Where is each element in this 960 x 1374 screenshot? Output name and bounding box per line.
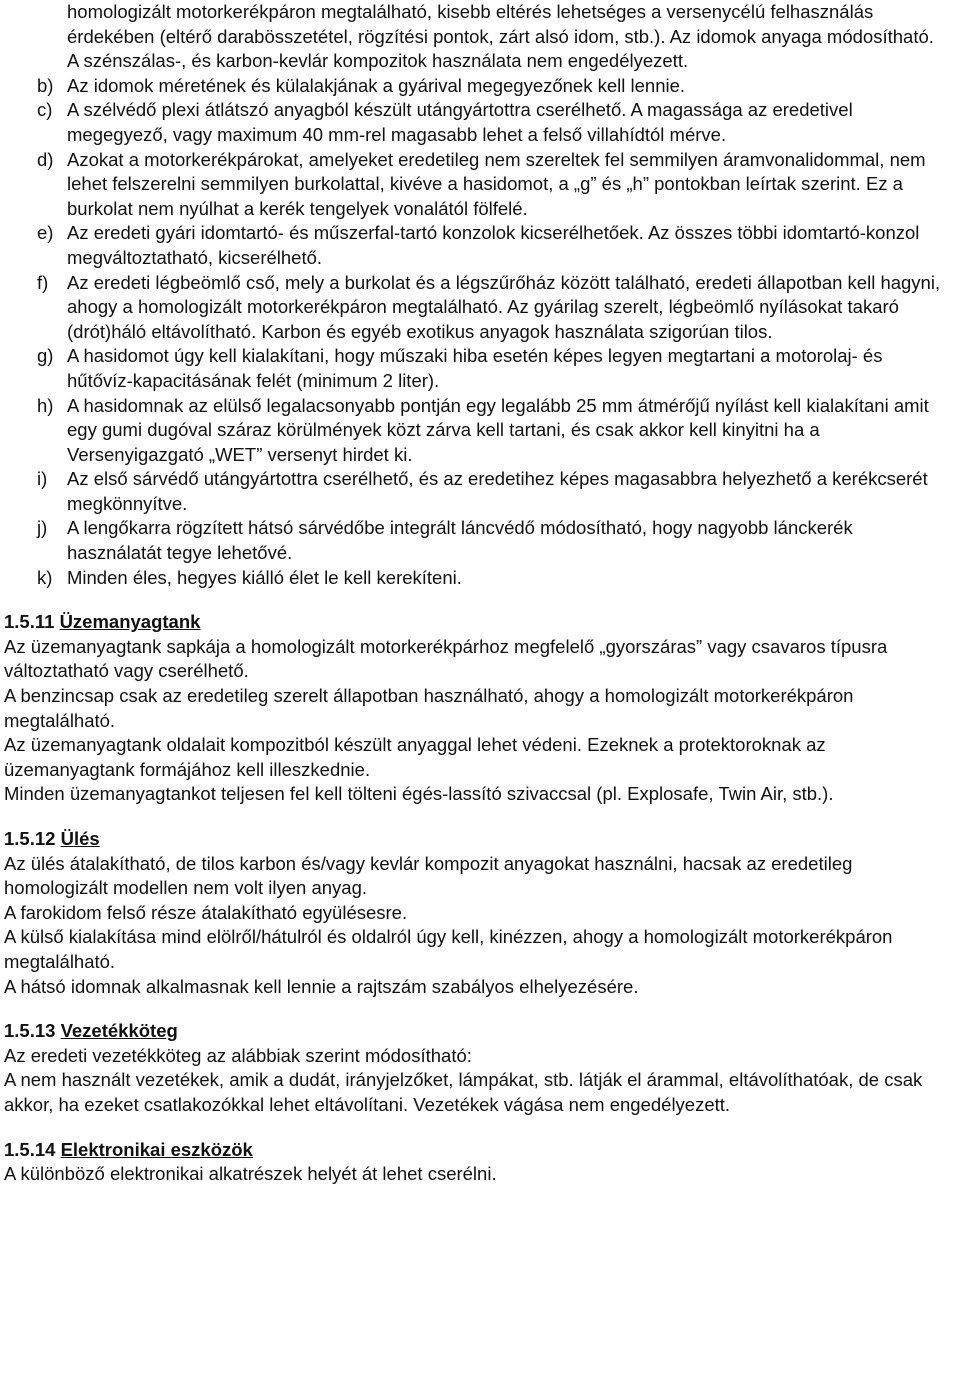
section-paragraph: A külső kialakítása mind elölről/hátulról és oldalról úgy kell, kinézzen, ahogy a homologizált motorkerékpáron megtalálható.	[4, 926, 893, 972]
section-paragraph: Az eredeti vezetékköteg az alábbiak szerint módosítható:	[4, 1044, 472, 1066]
intro-continuation: homologizált motorkerékpáron megtalálható, kisebb eltérés lehetséges a versenycélú felhasználás érdekében (eltérő darabösszetétel, rögzítési pontok, zárt alsó idom, stb.). Az idomok anyaga módosítható. A szénszálas-, és karbon-kevlár kompozitok használata nem engedélyezett.	[67, 1, 934, 72]
section-paragraph: A nem használt vezetékek, amik a dudát, irányjelzőket, lámpákat, stb. látják el árammal, eltávolíthatóak, de csak akkor, ha ezeket csatlakozókkal lehet eltávolítani. Vezetékek vágása nem engedélyezett.	[4, 1069, 923, 1115]
section-paragraph: A farokidom felső része átalakítható együlésesre.	[4, 901, 408, 923]
section-title: Elektronikai eszközök	[60, 1138, 253, 1160]
section-paragraph: A különböző elektronikai alkatrészek helyét át lehet cserélni.	[4, 1163, 497, 1185]
list-item	[4, 74, 946, 99]
list-text: A lengőkarra rögzített hátsó sárvédőbe integrált láncvédő módosítható, hogy nagyobb lánckerék használatát tegye lehetővé.	[67, 517, 853, 564]
section-paragraph: A benzincsap csak az eredetileg szerelt állapotban használható, ahogy a homologizált motorkerékpáron megtalálható.	[4, 685, 854, 731]
list-marker: b)	[37, 74, 54, 96]
section-heading	[4, 1138, 946, 1163]
section-number: 1.5.13	[4, 1020, 56, 1042]
list-marker: f)	[37, 271, 49, 293]
list-item	[4, 516, 946, 565]
list-marker: c)	[37, 99, 53, 121]
section-number: 1.5.14	[4, 1138, 56, 1160]
list-text: Minden éles, hegyes kiálló élet le kell kerekíteni.	[67, 566, 462, 588]
section-electronics	[4, 1138, 946, 1187]
list-item	[4, 221, 946, 270]
list-marker: i)	[37, 468, 48, 490]
list-item	[4, 98, 946, 147]
list-marker: h)	[37, 394, 54, 416]
list-item	[4, 467, 946, 516]
section-seat	[4, 827, 946, 999]
list-text: A szélvédő plexi átlátszó anyagból készült utángyártottra cserélhető. A magassága az eredetivel megegyező, vagy maximum 40 mm-rel magasabb lehet a felső villahídtól mérve.	[67, 99, 853, 145]
section-title: Üzemanyagtank	[59, 611, 201, 633]
section-paragraph: Az ülés átalakítható, de tilos karbon és/vagy kevlár kompozit anyagokat használni, hacsak az eredetileg homologizált modellen nem volt ilyen anyag.	[4, 852, 853, 899]
section-paragraph: Az üzemanyagtank oldalait kompozitból készült anyaggal lehet védeni. Ezeknek a protektoroknak az üzemanyagtank formájához kell illeszkednie.	[4, 734, 826, 780]
section-title: Ülés	[60, 828, 100, 849]
section-number: 1.5.12	[4, 828, 56, 849]
section-heading	[4, 1019, 946, 1044]
list-text: Az eredeti légbeömlő cső, mely a burkolat és a légszűrőház között található, eredeti állapotban kell hagyni, ahogy a homologizált motorkerékpáron megtalálható. Az gyárilag szerelt, légbeömlő nyílásokat takaró (drót)háló eltávolítható. Karbon és egyéb exotikus anyagok használata szigorúan tilos.	[67, 271, 941, 342]
section-paragraph: A hátsó idomnak alkalmasnak kell lennie a rajtszám szabályos elhelyezésére.	[4, 975, 639, 997]
list-text: Azokat a motorkerékpárokat, amelyeket eredetileg nem szereltek fel semmilyen áramvonalidommal, nem lehet felszerelni semmilyen burkolattal, kivéve a hasidomot, a „g” és „h” pontokban leírtak szerint. Ez a burkolat nem nyúlhat a kerék tengelyek vonalától fölfelé.	[67, 148, 926, 219]
list-text: Az idomok méretének és külalakjának a gyárival megegyezőnek kell lennie.	[67, 74, 686, 96]
list-text: Az első sárvédő utángyártottra cserélhető, és az eredetihez képes magasabbra helyezhető a kerékcserét megkönnyítve.	[67, 468, 928, 514]
section-paragraph: Az üzemanyagtank sapkája a homologizált motorkerékpárhoz megfelelő „gyorszáras” vagy csavaros típusra változtatható vagy cserélhető.	[4, 635, 888, 682]
list-item	[4, 394, 946, 468]
list-text: A hasidomnak az elülső legalacsonyabb pontján egy legalább 25 mm átmérőjű nyílást kell kialakítani amit egy gumi dugóval száraz körülmények közt zárva kell tartani, és csak akkor kell kinyitni ha a Versenyigazgató „WET” versenyt hirdet ki.	[67, 394, 929, 465]
list-item	[4, 566, 946, 591]
list-item	[4, 344, 946, 393]
section-fuel-tank	[4, 610, 946, 807]
section-heading	[4, 827, 946, 852]
list-marker: g)	[37, 345, 54, 367]
list-marker: d)	[37, 148, 54, 170]
section-wiring-harness	[4, 1019, 946, 1117]
list-text: Az eredeti gyári idomtartó- és műszerfal-tartó konzolok kicserélhetőek. Az összes többi idomtartó-konzol megváltoztatható, kicserélhető.	[67, 222, 920, 268]
list-item	[4, 148, 946, 222]
section-heading	[4, 610, 946, 635]
list-item	[4, 271, 946, 345]
list-marker: k)	[37, 566, 53, 588]
list-marker: j)	[37, 517, 48, 539]
list-text: A hasidomot úgy kell kialakítani, hogy műszaki hiba esetén képes legyen megtartani a motorolaj- és hűtővíz-kapacitásának felét (minimum 2 liter).	[67, 345, 883, 391]
list-marker: e)	[37, 222, 54, 244]
section-title: Vezetékköteg	[60, 1020, 178, 1042]
section-paragraph: Minden üzemanyagtankot teljesen fel kell tölteni égés-lassító szivaccsal (pl. Explosafe, Twin Air, stb.).	[4, 783, 834, 805]
section-number: 1.5.11	[4, 611, 55, 633]
requirements-list	[4, 74, 946, 590]
